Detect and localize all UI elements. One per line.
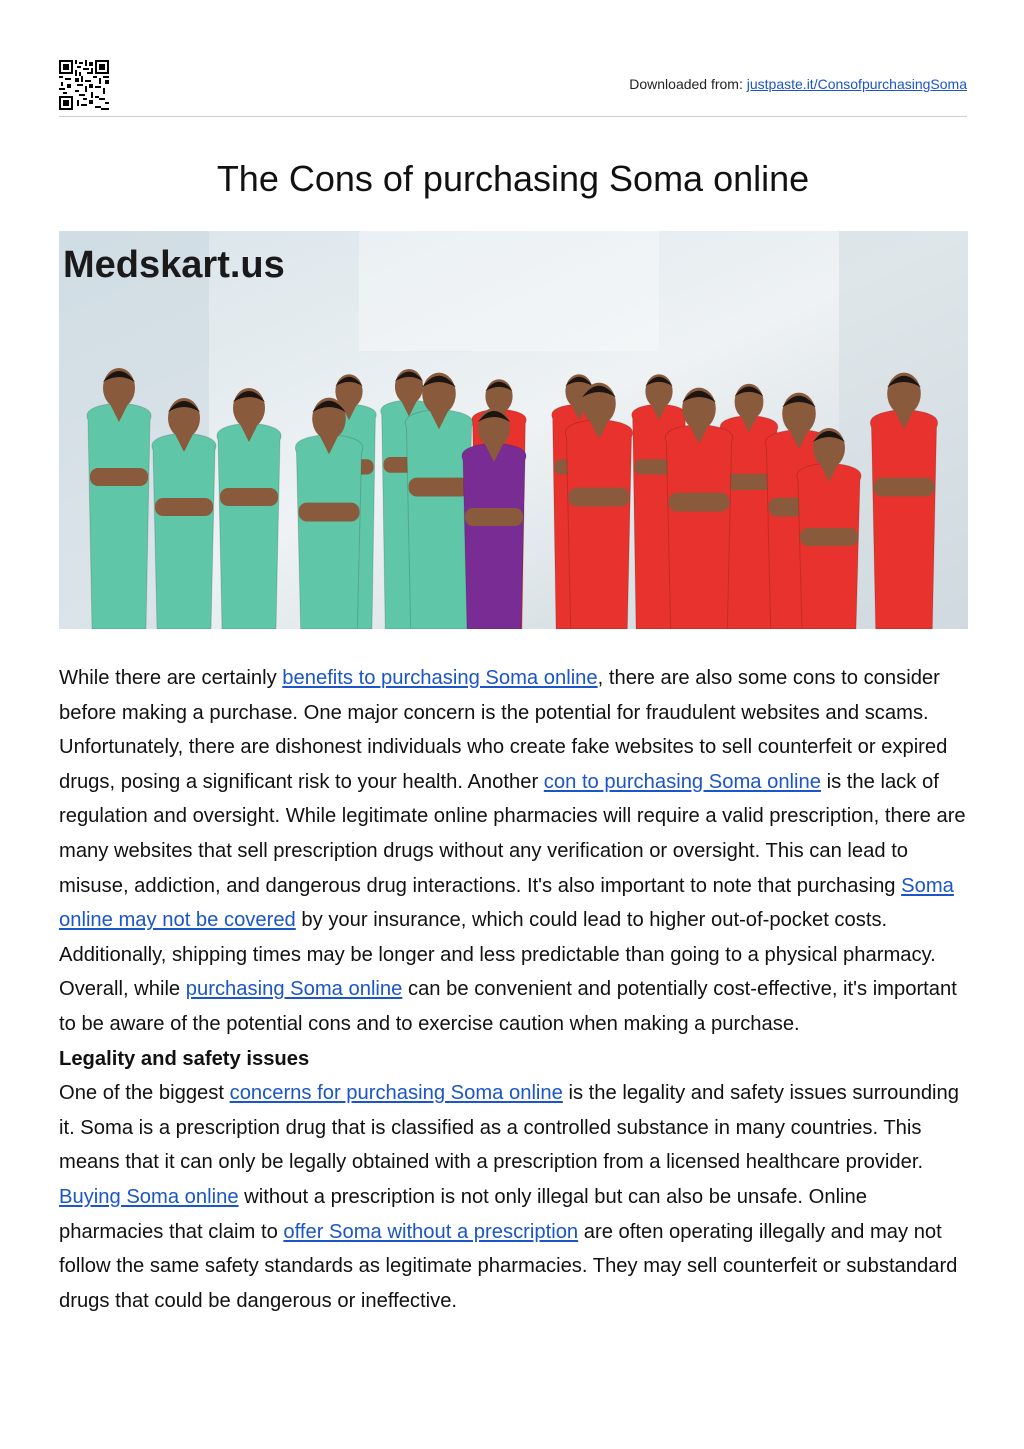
page-title: The Cons of purchasing Soma online xyxy=(216,158,810,199)
link-concerns[interactable]: concerns for purchasing Soma online xyxy=(229,1082,563,1105)
link-offer-soma[interactable]: offer Soma without a prescription xyxy=(283,1220,579,1243)
source-link[interactable]: justpaste.it/ConsofpurchasingSoma xyxy=(746,76,967,92)
link-benefits[interactable]: benefits to purchasing Soma online xyxy=(282,667,598,689)
staff-member xyxy=(87,368,151,629)
hero-photo-illustration xyxy=(59,231,968,629)
hero-image xyxy=(59,231,968,629)
downloaded-label: Downloaded from: xyxy=(629,76,743,92)
qr-code-icon xyxy=(59,60,109,110)
paragraph-intro: While there are certainly benefits to purchasing Soma online, there are also some cons to consider before making a purchase. One major concern is the potential for fraudulent websites and scams. Unfortunately, there are dishonest individuals who create fake websites to sell counterfeit or expired drugs, posing a significant risk to your health. Another con to purchasing Soma online is the lack of regulation and oversight. While legitimate online pharmacies will require a valid prescription, there are many websites that sell prescription drugs without any verification or oversight. This can lead to misuse, addiction, and dangerous drug interactions. It's also important to note that purchasing Soma online may not be covered by your insurance, which could lead to higher out-of-pocket costs. Additionally, shipping times may be longer and less predictable than going to a physical pharmacy. Overall, while purchasing Soma online can be convenient and potentially cost-effective, it's important to be aware of the potential cons and to exercise caution when making a purchase. xyxy=(59,667,966,1035)
link-buying-soma[interactable]: Buying Soma online xyxy=(59,1185,239,1208)
downloaded-from xyxy=(629,76,967,92)
link-purchasing-soma[interactable]: purchasing Soma online xyxy=(185,978,403,1001)
link-con-to-purchasing[interactable]: con to purchasing Soma online xyxy=(543,770,821,793)
brand-text: Medskart.us xyxy=(63,244,285,286)
article-body xyxy=(59,661,969,1318)
section-heading-legality: Legality and safety issues xyxy=(59,1047,310,1070)
page-header xyxy=(59,58,967,117)
link-not-covered[interactable]: Soma online may not be covered xyxy=(59,874,954,932)
paragraph-legality: One of the biggest concerns for purchasing Soma online is the legality and safety issues surrounding it. Soma is a prescription drug that is classified as a controlled substance in many countries. This means that it can only be legally obtained with a prescription from a licensed healthcare provider. Buying Soma online without a prescription is not only illegal but can also be unsafe. Online pharmacies that claim to offer Soma without a prescription are often operating illegally and may not follow the same safety standards as legitimate pharmacies. They may sell counterfeit or substandard drugs that could be dangerous or ineffective. xyxy=(59,1082,959,1312)
